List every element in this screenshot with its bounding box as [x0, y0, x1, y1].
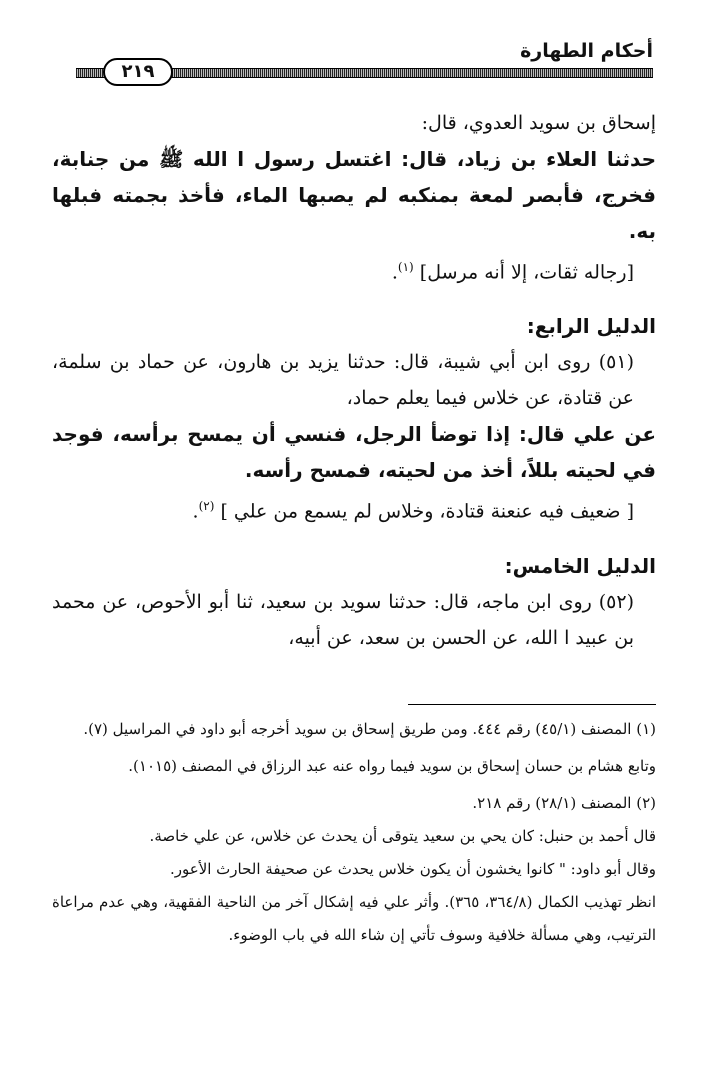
footnote: (١) المصنف (٤٥/١) رقم ٤٤٤. ومن طريق إسحاق بن سويد أخرجه أبو داود في المراسيل (٧). — [83, 720, 656, 738]
section-heading: الدليل الخامس: — [504, 553, 656, 578]
footnote-rule — [408, 704, 656, 705]
bold-paragraph: عن علي قال: إذا توضأ الرجل، فنسي أن يمسح برأسه، فوجد في لحيته بللاً، أخذ من لحيته، فمسح رأسه. — [52, 422, 656, 483]
bold-paragraph: حدثنا العلاء بن زياد، قال: اغتسل رسول ا الله ﷺ من جنابة، فخرج، فأبصر لمعة بمنكبه لم يصبها الماء، فأخذ بجمته فبلها به. — [52, 147, 656, 243]
footnote: (٢) المصنف (٢٨/١) رقم ٢١٨. — [472, 794, 656, 812]
hadith-paragraph: (٥١) روى ابن أبي شيبة، قال: حدثنا يزيد بن هارون، عن حماد بن سلمة، عن قتادة، عن خلاس فيما يعلم حماد، — [52, 351, 634, 410]
grade-text: [ ضعيف فيه عنعنة قتادة، وخلاس لم يسمع من علي ] — [220, 500, 634, 523]
grade-note: [ ضعيف فيه عنعنة قتادة، وخلاس لم يسمع من علي ] $^{(٢)}$. — [192, 499, 634, 523]
page-number: ٢١٩ — [103, 58, 173, 86]
footnotes — [52, 704, 656, 952]
running-title: أحكام الطهارة — [520, 40, 653, 62]
footnote: انظر تهذيب الكمال (٣٦٤/٨، ٣٦٥). وأثر علي فيه إشكال آخر من الناحية الفقهية، وهي عدم مراعاة الترتيب، وهي مسألة خلافية وسوف تأتي إن شاء الله في باب الوضوء. — [52, 893, 656, 944]
page-header — [76, 36, 653, 88]
hadith-paragraph: (٥٢) روى ابن ماجه، قال: حدثنا سويد بن سعيد، ثنا أبو الأحوص، عن محمد بن عبيد ا الله، عن الحسن بن سعد، عن أبيه، — [52, 590, 634, 649]
grade-note: [رجاله ثقات، إلا أنه مرسل] $^{(١)}$. — [391, 260, 634, 284]
footnote-ref: (٢) — [198, 499, 215, 514]
footnote: وقال أبو داود: " كانوا يخشون أن يكون خلاس يحدث عن صحيفة الحارث الأعور. — [169, 860, 656, 878]
text-line: إسحاق بن سويد العدوي، قال: — [421, 112, 656, 134]
footnote-ref: (١) — [397, 260, 414, 274]
section-heading: الدليل الرابع: — [526, 314, 656, 339]
footnote: وتابع هشام بن حسان إسحاق بن سويد فيما رواه عنه عبد الرزاق في المصنف (١٠١٥). — [128, 757, 656, 775]
footnote: قال أحمد بن حنبل: كان يحي بن سعيد يتوقى أن يحدث عن خلاس، عن علي خاصة. — [149, 827, 656, 845]
main-text — [52, 105, 656, 656]
grade-text: [رجاله ثقات، إلا أنه مرسل] — [419, 261, 634, 284]
